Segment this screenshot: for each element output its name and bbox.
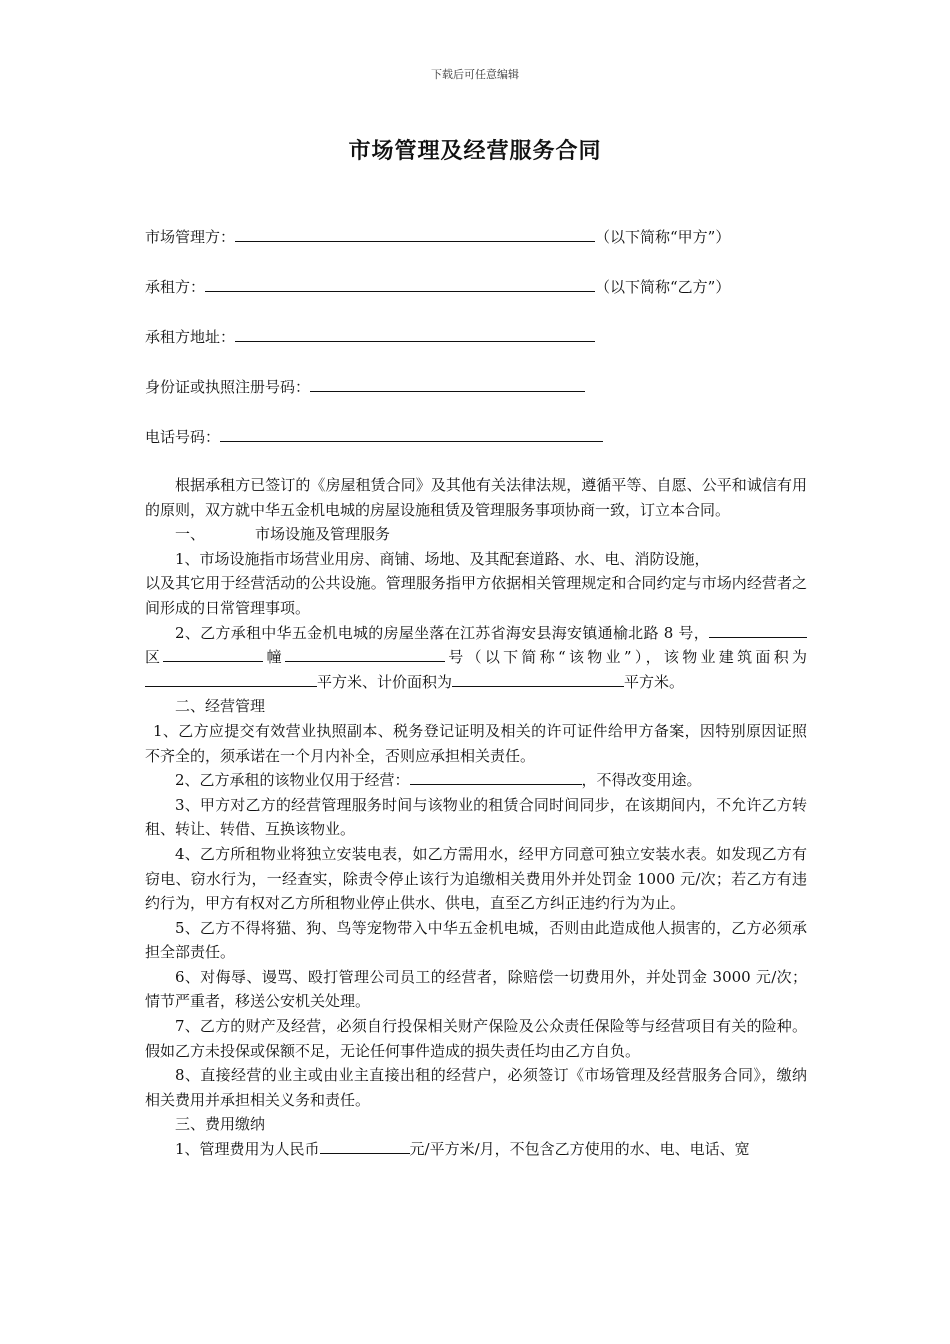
section2-item5: 5、乙方不得将猫、狗、鸟等宠物带入中华五金机电城，否则由此造成他人损害的，乙方必须承担全部责任。 — [145, 918, 807, 962]
item2-area-unit: 平方米、计价面积为 — [317, 672, 453, 691]
phone-label: 电话号码： — [145, 428, 221, 446]
s3-item1-end: 元/平方米/月，不包含乙方使用的水、电、电话、宽 — [409, 1140, 750, 1159]
item2-zone: 区 — [145, 648, 164, 667]
item2-blank-area — [145, 672, 317, 687]
manager-suffix: （以下简称“甲方”） — [595, 228, 731, 246]
section1-item1-first: 1、市场设施指市场营业用房、商铺、场地、及其配套道路、水、电、消防设施， — [175, 549, 710, 568]
section2-item6: 6、对侮辱、谩骂、殴打管理公司员工的经营者，除赔偿一切费用外，并处罚金 3000 元/次；情节严重者，移送公安机关处理。 — [145, 967, 807, 1011]
tenant-suffix: （以下简称“乙方”） — [595, 278, 731, 296]
section3-heading: 三、费用缴纳 — [175, 1115, 266, 1134]
item2-end: 平方米。 — [624, 672, 685, 691]
tenant-blank — [205, 277, 595, 292]
manager-blank — [235, 227, 595, 242]
address-label: 承租方地址： — [145, 328, 236, 346]
phone-line — [145, 426, 603, 447]
contract-body — [145, 473, 807, 1162]
section2-item4: 4、乙方所租物业将独立安装电表，如乙方需用水，经甲方同意可独立安装水表。如发现乙方有窃电、窃水行为，一经查实，除责令停止该行为追缴相关费用外并处罚金 1000 元/次；若乙方有违约行为，甲方有权对乙方所租物业停止供水、供电，直至乙方纠正违约行为为止。 — [145, 844, 807, 913]
section2-item7: 7、乙方的财产及经营，必须自行投保相关财产保险及公众责任保险等与经营项目有关的险种。假如乙方未投保或保额不足，无论任何事件造成的损失责任均由乙方自负。 — [145, 1017, 807, 1060]
phone-blank — [220, 427, 603, 442]
manager-label: 市场管理方： — [145, 228, 236, 246]
section1-item1-rest: 以及其它用于经营活动的公共设施。管理服务指甲方依据相关管理规定和合同约定与市场内经营者之间形成的日常管理事项。 — [145, 574, 807, 617]
s2-item2-blank — [410, 770, 582, 785]
tenant-label: 承租方： — [145, 278, 206, 296]
item2-blank-a — [709, 623, 747, 638]
section1-item2 — [145, 621, 807, 695]
section1-title: 市场设施及管理服务 — [255, 525, 391, 544]
address-line — [145, 326, 595, 347]
item2-blank-b — [747, 623, 807, 638]
id-blank — [310, 377, 585, 392]
party-tenant-line — [145, 276, 730, 297]
contract-title: 市场管理及经营服务合同 — [348, 138, 602, 164]
id-label: 身份证或执照注册号码： — [145, 378, 311, 396]
s3-item1-blank — [320, 1139, 410, 1154]
address-blank — [235, 327, 595, 342]
section2-item2 — [145, 768, 807, 793]
section3-item1 — [145, 1137, 807, 1162]
id-line — [145, 376, 585, 397]
item2-blank-price-area — [452, 672, 624, 687]
section2-item1: 1、乙方应提交有效营业执照副本、税务登记证明及相关的许可证件给甲方备案，因特别原因证照不齐全的，须承诺在一个月内补全，否则应承担相关责任。 — [145, 721, 807, 765]
section2-item8: 8、直接经营的业主或由业主直接出租的经营户，必须签订《市场管理及经营服务合同》，缴纳相关费用并承担相关义务和责任。 — [145, 1066, 807, 1109]
item2-number-text: 号（以下简称“该物业”），该物业建筑面积为 — [444, 648, 807, 667]
section1-heading — [145, 522, 807, 547]
s2-item2-end: ，不得改变用途。 — [581, 771, 702, 790]
section2-item3: 3、甲方对乙方的经营管理服务时间与该物业的租赁合同时间同步，在该期间内，不允许乙方转租、转让、转借、互换该物业。 — [145, 795, 807, 839]
section1-number: 一、 — [175, 525, 206, 544]
item2-blank-zone — [163, 647, 263, 662]
s3-item1-text: 1、管理费用为人民币 — [175, 1140, 320, 1159]
header-note: 下载后可任意编辑 — [431, 68, 519, 81]
item2-blank-building — [285, 647, 445, 662]
s2-item2-text: 2、乙方承租的该物业仅用于经营： — [175, 771, 410, 790]
section2-heading: 二、经营管理 — [175, 697, 266, 716]
item2-building: 幢 — [263, 648, 285, 667]
item2-address-text: 2、乙方承租中华五金机电城的房屋坐落在江苏省海安县海安镇通榆北路 8 号， — [175, 623, 709, 642]
party-manager-line — [145, 226, 730, 247]
intro-paragraph: 根据承租方已签订的《房屋租赁合同》及其他有关法律法规，遵循平等、自愿、公平和诚信有用的原则，双方就中华五金机电城的房屋设施租赁及管理服务事项协商一致，订立本合同。 — [145, 476, 807, 519]
